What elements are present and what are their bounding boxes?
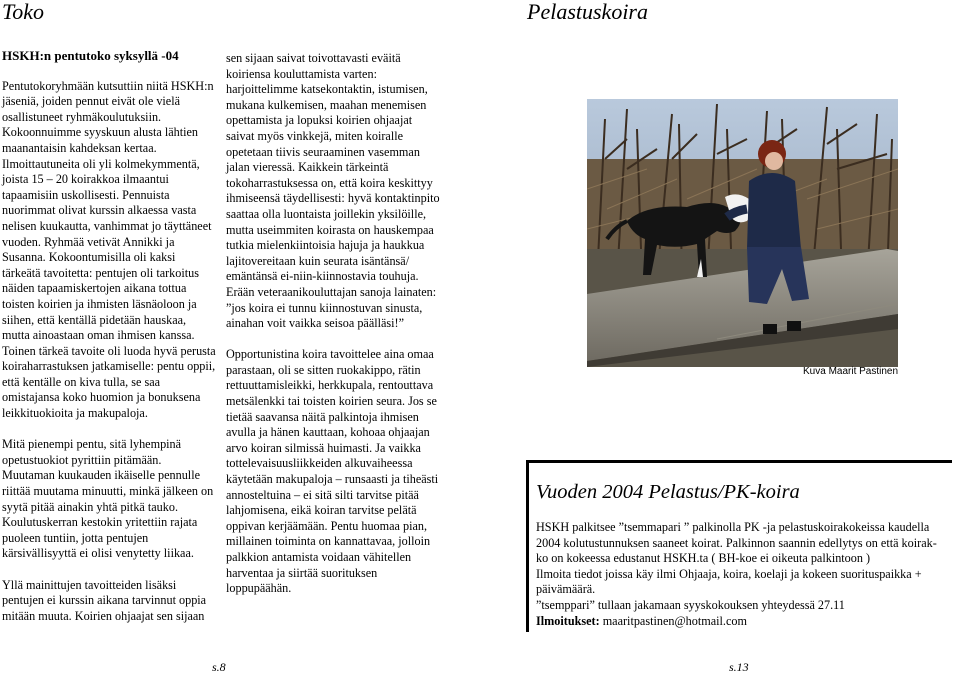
announcement-title: Vuoden 2004 Pelastus/PK-koira	[536, 481, 800, 503]
paragraph: Opportunistina koira tavoittelee aina omaa parastaan, oli se sitten ruokakippo, rätin rettuuttamisleikki, herkkupala, rentouttava metsälenkki tai toisten koirien seura. Jos se tietää saavansa näitä palkintoja ihmisen avulla ja hänen kauttaan, kohoaa ohjaajan arvo koiran silmissä huimasti. Ja vaikka tottelevaisuusliikkeiden alkuvaiheessa käytetään makupaloja – runsaasti ja tiheästi annosteltuina – ei sitä silti tarvitse pitää lahjomisena, eikä koiran tarvitse pelätä oppivan kerjäämään. Pentu huomaa pian, millainen toiminta on kannattavaa, jolloin palkkion antamista voidaan vähitellen harventaa ja siirtää suorituksen loppupäähän.	[226, 347, 439, 596]
contact-line	[536, 614, 948, 630]
announcement-body	[536, 520, 948, 629]
page-number-left: s.8	[212, 660, 226, 674]
announcement-paragraph: ”tsemppari” tullaan jakamaan syyskokouksen yhteydessä 27.11	[536, 597, 845, 612]
page-title-pelastuskoira: Pelastuskoira	[527, 0, 648, 24]
photo-credit: Kuva Maarit Pastinen	[803, 366, 899, 377]
contact-label: Ilmoitukset:	[536, 613, 600, 628]
announcement-paragraph: Ilmoita tiedot joissa käy ilmi Ohjaaja, koira, koelaji ja kokeen suorituspaikka + päivämäärä.	[536, 566, 922, 597]
contact-email: maaritpastinen@hotmail.com	[599, 613, 747, 628]
paragraph: Pentutokoryhmään kutsuttiin niitä HSKH:n jäseniä, joiden pennut eivät ole vielä osallistuneet ryhmäkoulutuksiin. Kokoonnuimme syyskuun alusta lähtien maanantaisin kahdeksan kertaa. Ilmoittautuneita oli yli kolmekymmentä, joista 15 – 20 koirakkoa ilmaantui tapaamisiin uskollisesti. Pennuista nuorimmat olivat kurssin alkaessa vasta nelisen kuukautta, vanhimmat jo täyttäneet vuoden. Ryhmää vetivät Annikki ja Susanna. Kokoontumisilla oli kaksi tärkeätä tavoitetta: pentujen oli tarkoitus näiden tapaamiskertojen aikana tottua toisten koirien ja ihmisten läsnäoloon ja siihen, että kentällä pidetään hauskaa, mutta ainoastaan oman ihmisen kanssa. Toinen tärkeä tavoite oli luoda hyvä perusta koiraharrastuksen jatkamiselle: pentu oppii, että kentälle on kiva tulla, se saa omistajansa koko huomion ja bonuksena leikkituokioita ja makupaloja.	[2, 78, 216, 421]
paragraph: Mitä pienempi pentu, sitä lyhempinä opetustuokiot pyrittiin pitämään. Muutaman kuukauden ikäiselle pennulle riittää muutama minuutti, minkä jälkeen on syytä pitää ainakin yhtä pitkä tauko. Koulutuskerran kestokin yritettiin rajata puoleen tuntiin, jotta pentujen kärsivällisyyttä ei olisi venytetty liikaa.	[2, 437, 214, 561]
page-title-toko: Toko	[2, 0, 44, 24]
paragraph: Yllä mainittujen tavoitteiden lisäksi pentujen ei kurssin aikana tarvinnut oppia mitään muuta. Koirien ohjaajat sen sijaan	[2, 577, 207, 623]
article-column-1	[2, 48, 216, 624]
article-subtitle: HSKH:n pentutoko syksyllä -04	[2, 48, 179, 63]
announcement-paragraph: HSKH palkitsee ”tsemmapari ” palkinolla PK -ja pelastuskoirakokeissa kaudella 2004 kolutustunnuksen saaneet koirat. Palkinnon saannin edellytys on että koirak-ko on kokeessa edustanut HSKH.ta ( BH-koe ei oikeuta palkintoon )	[536, 520, 937, 566]
page-number-right: s.13	[729, 660, 749, 674]
dog-and-handler-photo	[587, 99, 898, 367]
paragraph: sen sijaan saivat toivottavasti eväitä koiriensa kouluttamista varten: harjoittelimme katsekontaktin, istumisen, mukana kulkemisen, maahan menemisen opettamista ja lopuksi koirien ohjaajat saivat myös vinkkejä, miten koiralle opetetaan tiivis seuraaminen vasemman jalan vieressä. Kaikkein tärkeintä tokoharrastuksessa on, että koira keskittyy ihmiseensä täydellisesti: hyvä kontaktinpito saattaa olla luontaista joillekin yksilöille, mutta useimmiten koirasta on hauskempaa tutkia mielenkiintoisia hajuja ja haukkua lajitovereitaan kuin seurata isäntänsä/ emäntänsä ei-niin-kiinnostavia touhuja. Erään veteraanikouluttajan sanoja lainaten: ”jos koira ei tunnu kiinnostuvan sinusta, ainahan voit vaikka seisoa päälläsi!”	[226, 51, 440, 331]
article-column-2	[226, 51, 442, 597]
